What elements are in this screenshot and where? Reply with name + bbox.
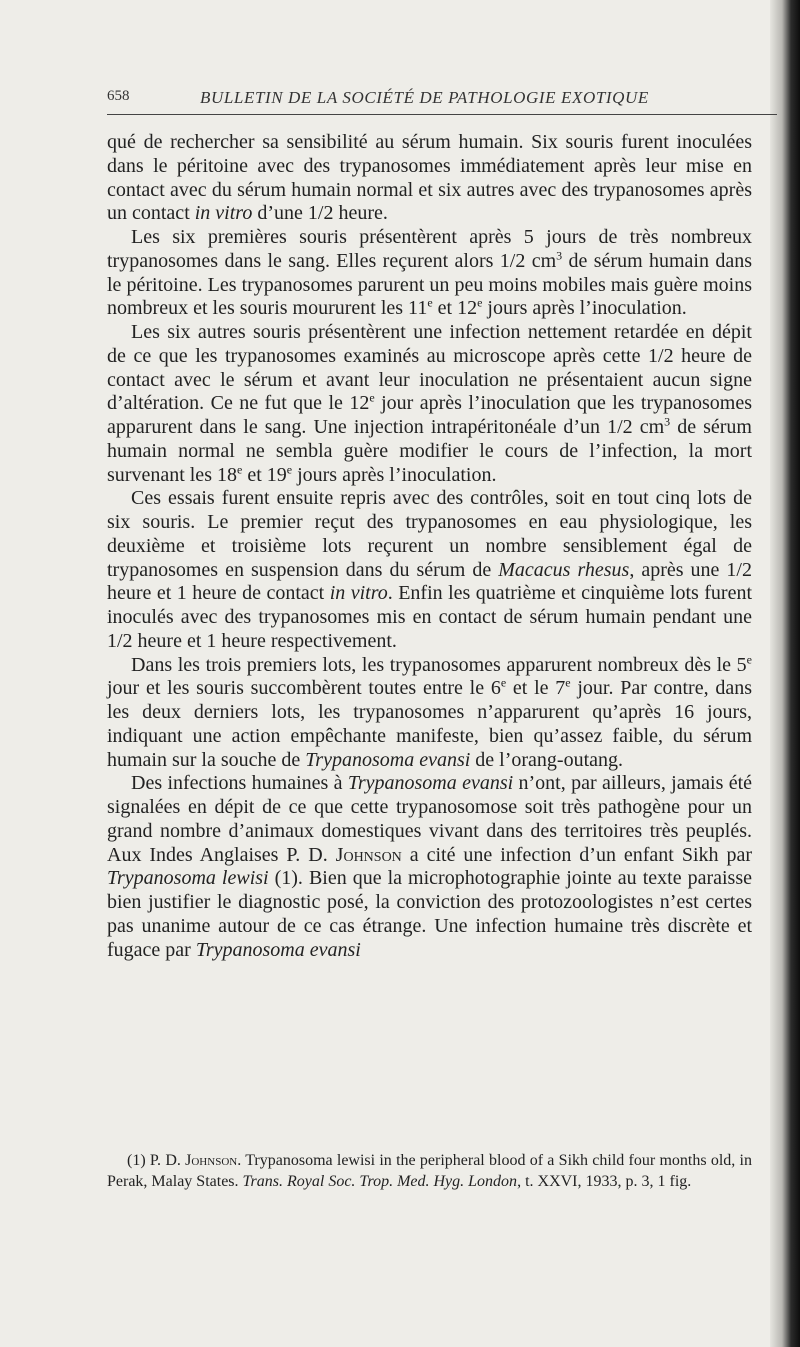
paragraph-6: Des infections humaines à Trypanosoma evansi n’ont, par ailleurs, jamais été signalées en dépit de ce que cette trypanosomose soit très pathogène pour un grand nombre d’animaux domestiques vivant dans des territoires très peuplés. Aux Indes Anglaises P. D. Johnson a cité une infection d’un enfant Sikh par Trypanosoma lewisi (1). Bien que la microphotographie jointe au texte paraisse bien justifier le diagnostic posé, la conviction des protozoologistes n’est certes pas unanime autour de ce cas étrange. Une infection humaine très discrète et fugace par Trypanosoma evansi bbox=[107, 772, 753, 961]
paragraph-5: Dans les trois premiers lots, les trypanosomes apparurent nombreux dès le 5e jour et les souris succombèrent toutes entre le 6e et le 7e jour. Par contre, dans les deux derniers lots, les trypanosomes n’apparurent qu’après 16 jours, indiquant une action empêchante manifeste, bien qu’assez faible, du sérum humain sur la souche de Trypanosoma evansi de l’orang-outang. bbox=[107, 651, 752, 771]
running-head bbox=[107, 88, 777, 115]
author-name: Johnson bbox=[335, 843, 402, 866]
paragraph-1: qué de rechercher sa sensibilité au sérum humain. Six souris furent inoculées dans le péritoine avec des trypanosomes immédiatement après leur mise en contact avec du sérum humain normal et six autres avec des trypanosomes après un contact in vitro d’une 1/2 heure. bbox=[107, 131, 752, 225]
article-body bbox=[107, 131, 752, 962]
page-edge-shadow bbox=[770, 0, 800, 1347]
paragraph-3: Les six autres souris présentèrent une infection nettement retardée en dépit de ce que les trypanosomes examinés au microscope après cette 1/2 heure de contact avec le sérum et avant leur inoculation ne présentaient aucun signe d’altération. Ce ne fut que le 12e jour après l’inoculation que les trypanosomes apparurent dans le sang. Une injection intrapéritonéale d’un 1/2 $cm^3$ de sérum humain normal ne sembla guère modifier le cours de l’infection, la mort survenant les 18e et 19e jours après l’inoculation. bbox=[107, 321, 752, 486]
paragraph-4: Ces essais furent ensuite repris avec des contrôles, soit en tout cinq lots de six souris. Le premier reçut des trypanosomes en eau physiologique, les deuxième et troisième lots reçurent un nombre sensiblement égal de trypanosomes en suspension dans du sérum de Macacus rhesus, après une 1/2 heure et 1 heure de contact in vitro. Enfin les quatrième et cinquième lots furent inoculés avec des trypanosomes mis en contact de sérum humain pendant une 1/2 heure et 1 heure respectivement. bbox=[107, 487, 753, 652]
paragraph-2: Les six premières souris présentèrent après 5 jours de très nombreux trypanosomes dans le sang. Elles reçurent alors 1/2 $cm^3$ de sérum humain dans le péritoine. Les trypanosomes parurent un peu moins mobiles mais guère moins nombreux et les souris moururent les 11e et 12e jours après l’inoculation. bbox=[107, 226, 753, 320]
footnote bbox=[107, 1150, 752, 1192]
journal-title: BULLETIN DE LA SOCIÉTÉ DE PATHOLOGIE EXOTIQUE bbox=[200, 88, 649, 107]
page-number: 658 bbox=[107, 88, 130, 104]
footnote-1: (1) P. D. Johnson. Trypanosoma lewisi in the peripheral blood of a Sikh child four months old, in Perak, Malay States. Trans. Royal Soc. Trop. Med. Hyg. London, t. XXVI, 1933, p. 3, 1 fig. bbox=[107, 1152, 752, 1190]
